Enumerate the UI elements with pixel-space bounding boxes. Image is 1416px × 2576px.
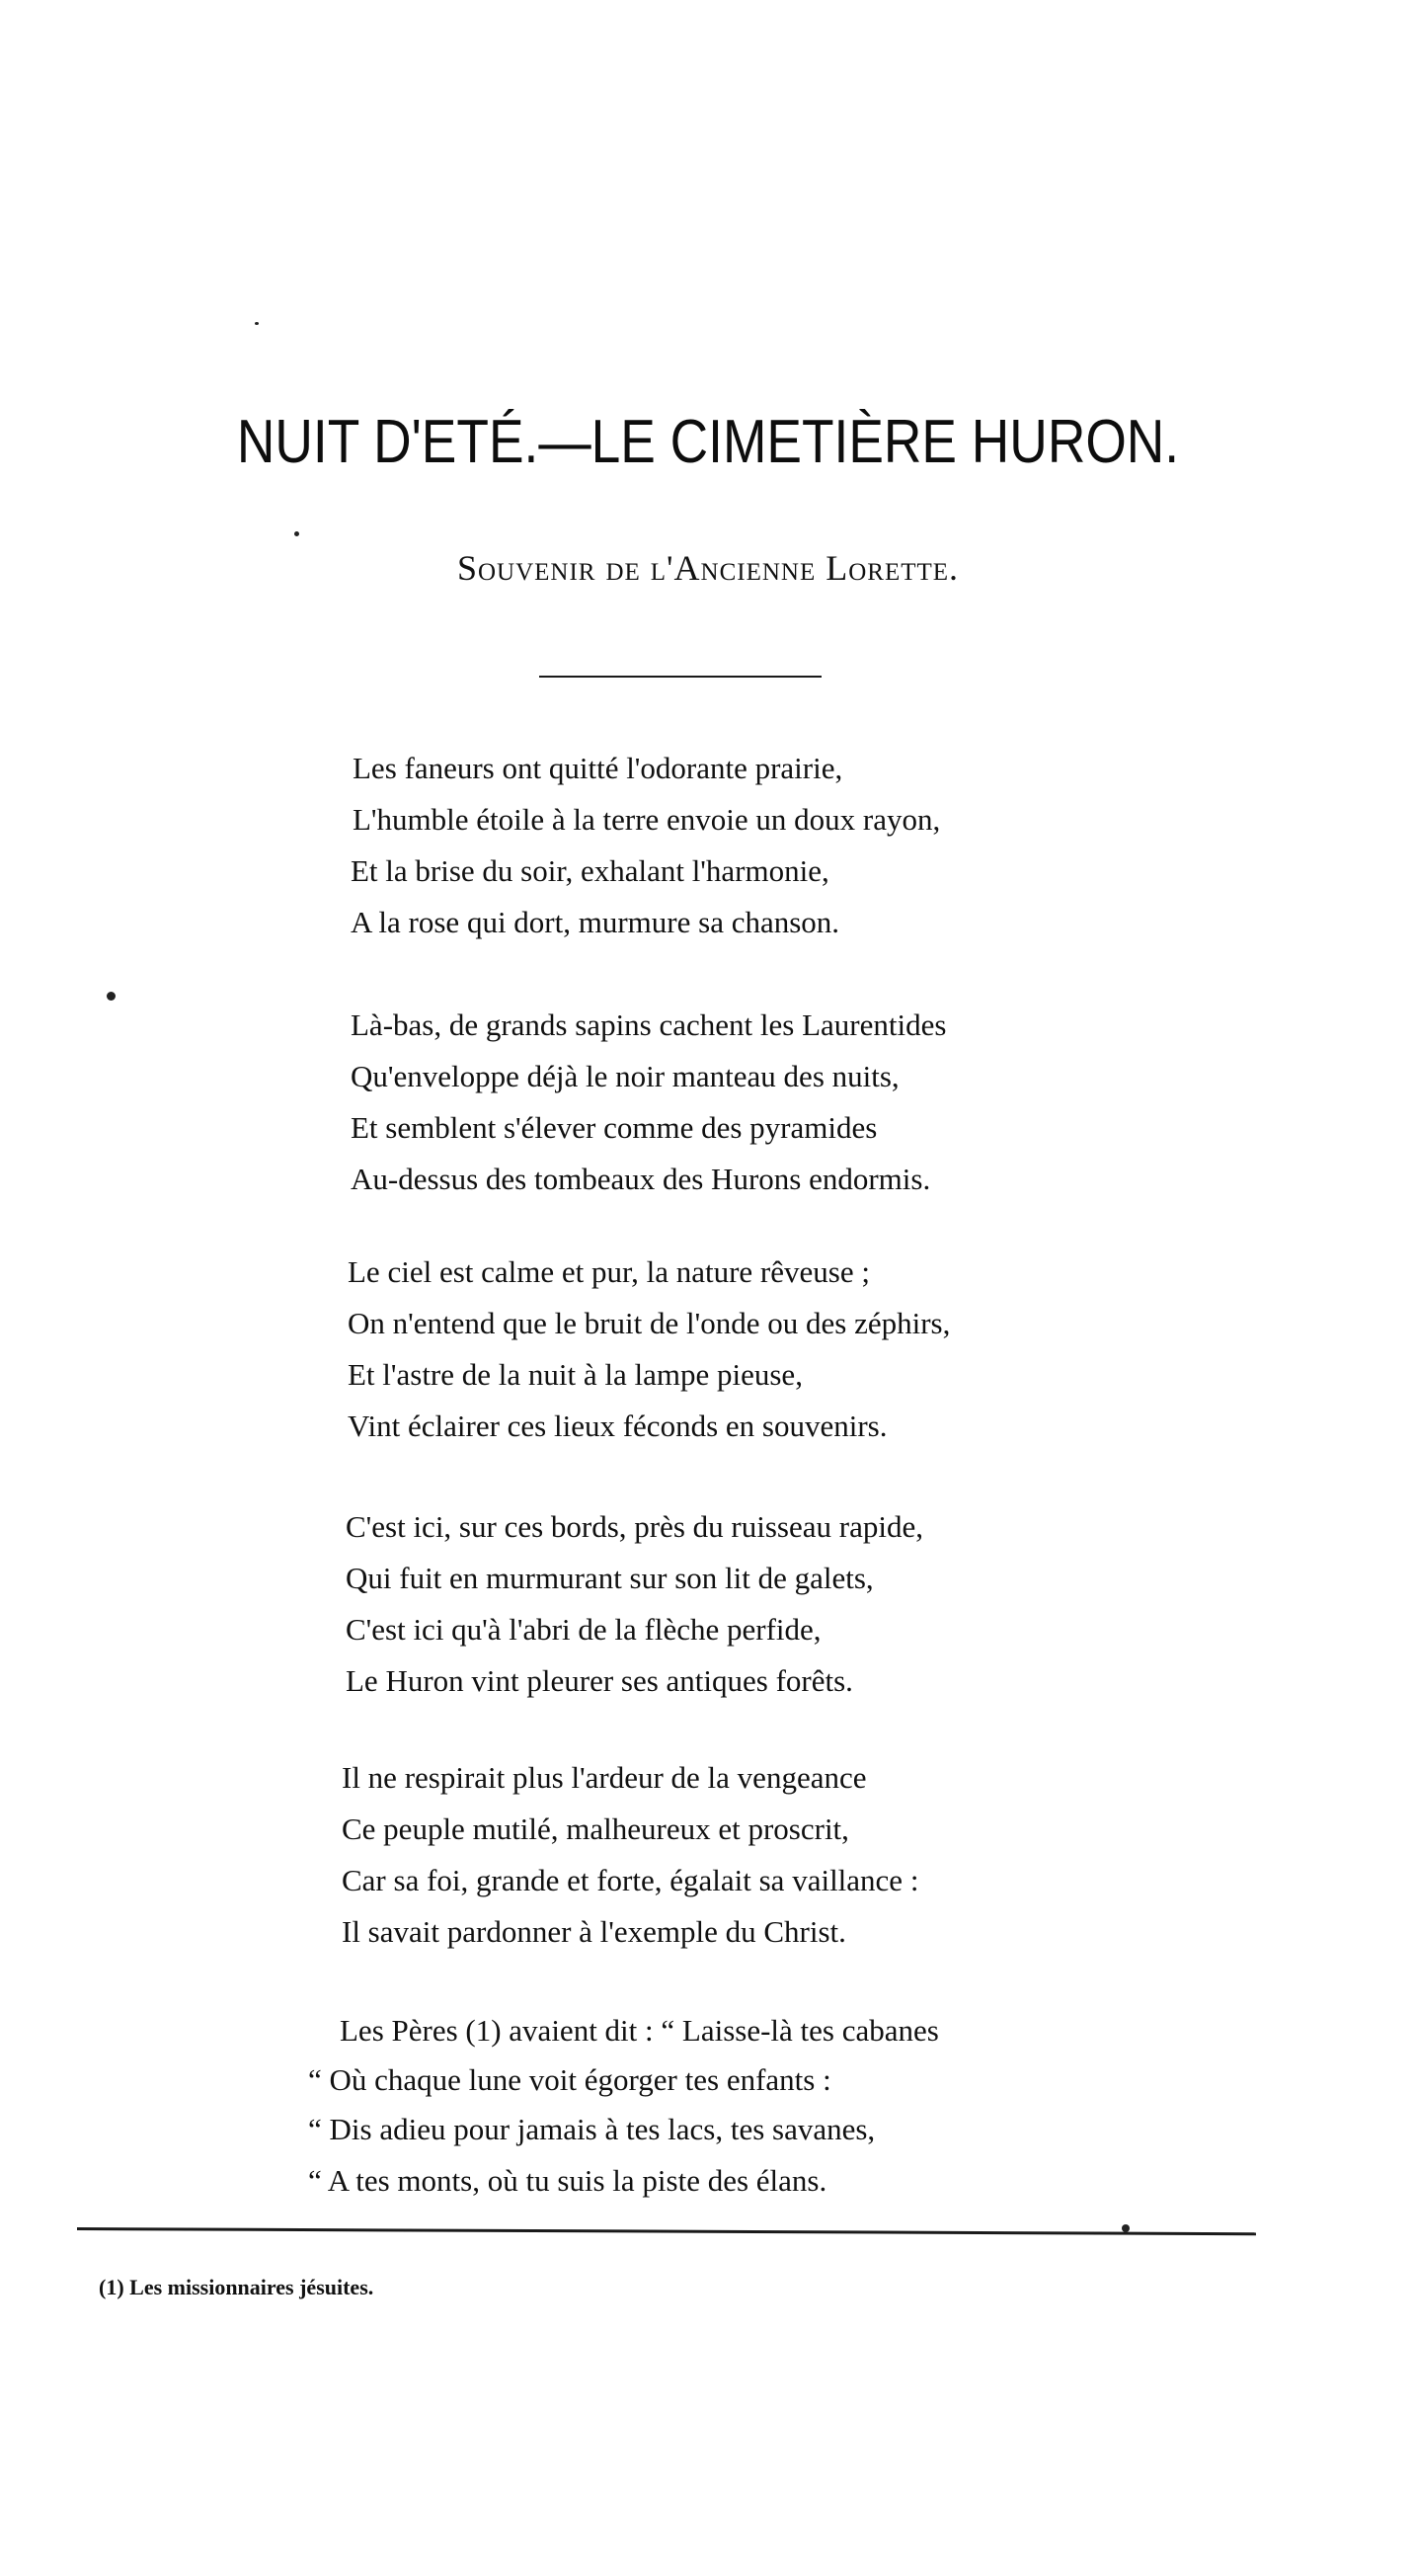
verse-line: Qu'enveloppe déjà le noir manteau des nuits, <box>351 1059 900 1093</box>
verse-line: Le ciel est calme et pur, la nature rêveuse ; <box>348 1254 870 1289</box>
verse-line: “ Où chaque lune voit égorger tes enfants : <box>308 2062 831 2097</box>
scan-speck <box>294 531 299 536</box>
verse-line: On n'entend que le bruit de l'onde ou des zéphirs, <box>348 1306 951 1340</box>
verse-line: A la rose qui dort, murmure sa chanson. <box>351 905 840 939</box>
verse-line: Qui fuit en murmurant sur son lit de galets, <box>346 1561 874 1595</box>
verse-line: Car sa foi, grande et forte, égalait sa vaillance : <box>342 1863 919 1897</box>
footnote: (1) Les missionnaires jésuites. <box>99 2275 374 2299</box>
scan-speck <box>1122 2224 1130 2232</box>
title-divider <box>539 676 822 678</box>
verse-line: Le Huron vint pleurer ses antiques forêts. <box>346 1663 853 1698</box>
footnote-divider <box>77 2227 1256 2235</box>
scan-speck <box>107 992 116 1001</box>
verse-line: Au-dessus des tombeaux des Hurons endormis. <box>351 1162 931 1196</box>
verse-line: “ Dis adieu pour jamais à tes lacs, tes savanes, <box>308 2112 876 2146</box>
verse-line: Il ne respirait plus l'ardeur de la vengeance <box>342 1760 867 1795</box>
verse-line: C'est ici, sur ces bords, près du ruisseau rapide, <box>346 1509 923 1544</box>
verse-line: Vint éclairer ces lieux féconds en souvenirs. <box>348 1409 888 1443</box>
verse-line: C'est ici qu'à l'abri de la flèche perfide, <box>346 1612 822 1647</box>
verse-line: Il savait pardonner à l'exemple du Christ. <box>342 1914 846 1949</box>
verse-line: Les faneurs ont quitté l'odorante prairie, <box>353 751 843 785</box>
verse-line: Et la brise du soir, exhalant l'harmonie, <box>351 853 829 888</box>
verse-line: Là-bas, de grands sapins cachent les Laurentides <box>351 1007 947 1042</box>
verse-line: L'humble étoile à la terre envoie un doux rayon, <box>353 802 941 837</box>
verse-line: Ce peuple mutilé, malheureux et proscrit, <box>342 1811 849 1846</box>
verse-line: “ A tes monts, où tu suis la piste des élans. <box>308 2163 827 2198</box>
verse-line: Et l'astre de la nuit à la lampe pieuse, <box>348 1357 803 1392</box>
scan-speck <box>255 322 259 325</box>
page-title: NUIT D'ETÉ.—LE CIMETIÈRE HURON. <box>236 408 1180 476</box>
verse-line: Et semblent s'élever comme des pyramides <box>351 1110 878 1145</box>
verse-line: Les Pères (1) avaient dit : “ Laisse-là tes cabanes <box>340 2013 939 2048</box>
page-subtitle: Souvenir de l'Ancienne Lorette. <box>456 548 960 588</box>
